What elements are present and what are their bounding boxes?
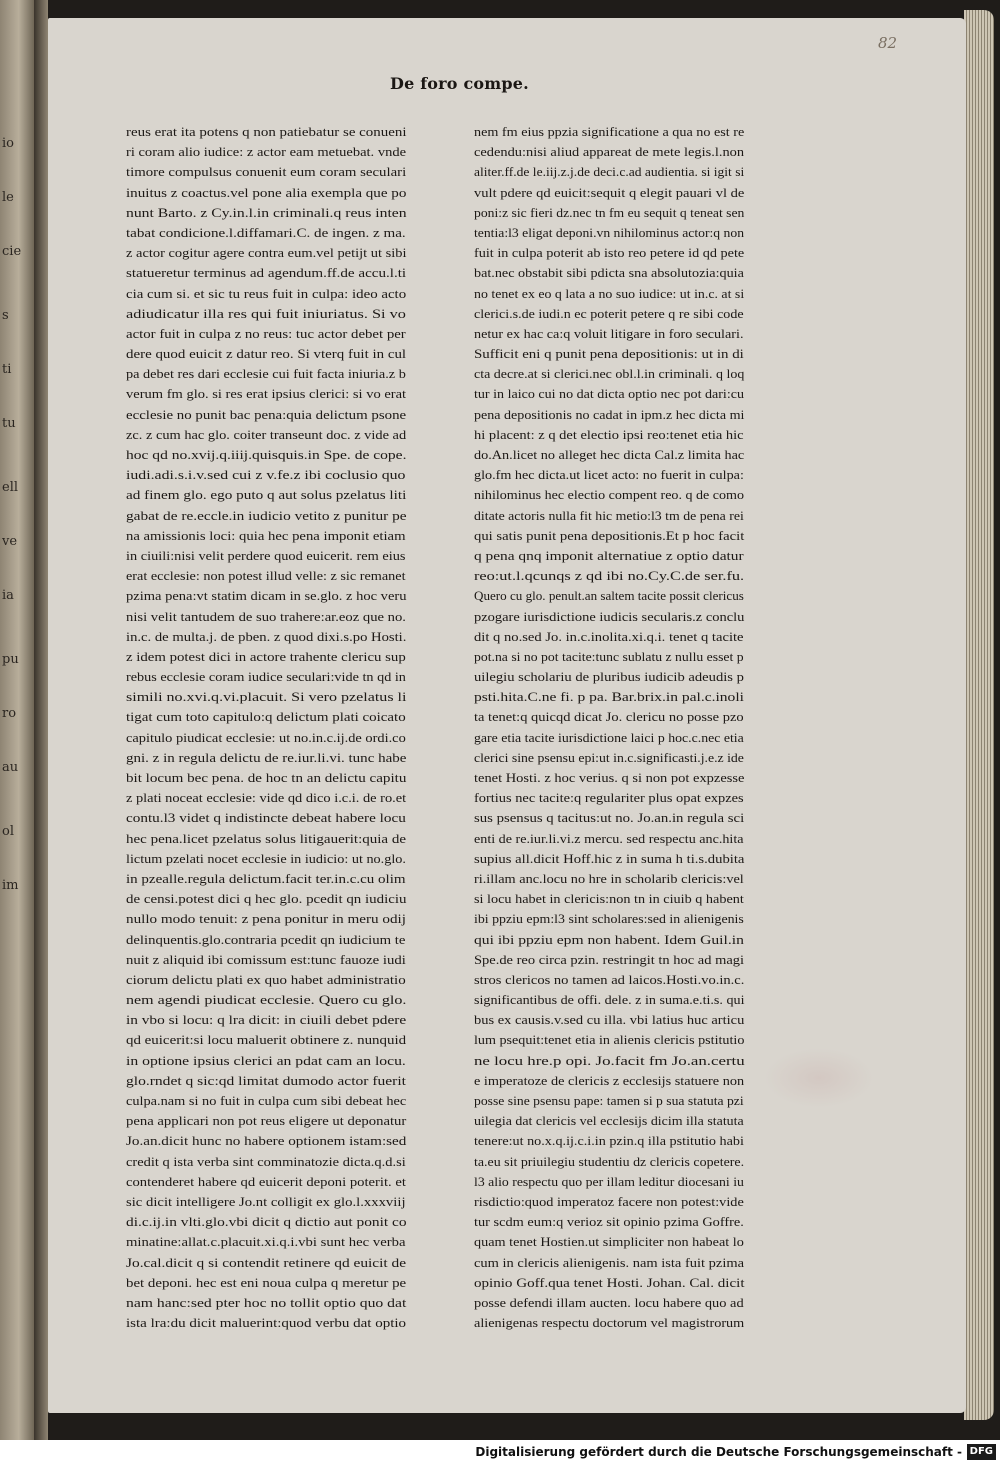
text-line: in pzealle.regula delictum.facit ter.in.c.cu olim bbox=[126, 871, 406, 886]
text-line: sus psensus q tacitus:ut no. Jo.an.in regula sci bbox=[474, 811, 745, 826]
text-line: culpa.nam si no fuit in culpa cum sibi debeat hec bbox=[126, 1094, 407, 1108]
text-line: qd euicerit:si locu maluerit obtinere z. nunquid bbox=[126, 1033, 407, 1048]
text-line: rebus ecclesie coram iudice seculari:vide tn qd in bbox=[126, 670, 406, 685]
text-line: posse sine psensu pape: tamen si p sua statuta pzi bbox=[474, 1094, 744, 1108]
text-line: lictum pzelati nocet ecclesie in iudicio: ut no.glo. bbox=[126, 851, 406, 866]
text-line: ta.eu sit priuilegiu studentiu dz clericis copetere. bbox=[474, 1154, 745, 1169]
text-line: gabat de re.eccle.in iudicio vetito z punitur pe bbox=[126, 508, 407, 523]
text-line: sic dicit intelligere Jo.nt colligit ex glo.l.xxxviij bbox=[126, 1194, 406, 1209]
text-line: glo.fm hec dicta.ut licet acto: no fuerit in culpa: bbox=[474, 468, 744, 483]
text-line: reus erat ita potens q non patiebatur se conueni bbox=[126, 125, 407, 139]
text-line: Jo.cal.dicit q si contendit retinere qd euicit de bbox=[126, 1255, 407, 1270]
facing-page-fragment: ol bbox=[2, 824, 14, 839]
text-line: nihilominus hec electio compent reo. q de como bbox=[474, 488, 745, 503]
text-line: supius all.dicit Hoff.hic z in suma h ti.s.dubita bbox=[474, 851, 745, 866]
text-line: uilegiu scholariu de pluribus iudicib adeudis p bbox=[474, 670, 744, 685]
facing-page-fragment: s bbox=[2, 308, 9, 323]
text-line: contu.l3 videt q indistincte debeat habere locu bbox=[126, 811, 406, 826]
text-line: risdictio:quod imperatoz facere non potest:vide bbox=[474, 1194, 744, 1209]
text-line: ditate actoris nulla fit hic metio:l3 tm de pena rei bbox=[474, 508, 744, 523]
folio-number: 82 bbox=[878, 34, 898, 52]
text-line: hec pena.licet pzelatus solus litigauerit:quia de bbox=[126, 831, 407, 846]
text-line: glo.rndet q sic:qd limitat dumodo actor fuerit bbox=[126, 1073, 406, 1088]
text-line: actor fuit in culpa z no reus: tuc actor debet per bbox=[126, 326, 406, 341]
text-line: tabat condicione.l.diffamari.C. de ingen. z ma. bbox=[126, 225, 406, 240]
text-line: nem fm eius ppzia significatione a qua no est re bbox=[474, 125, 745, 139]
text-line: ibi ppziu epm:l3 sint scholares:sed in alienigenis bbox=[474, 912, 744, 927]
text-line: minatine:allat.c.placuit.xi.q.i.vbi sunt hec verba bbox=[126, 1235, 406, 1250]
text-line: simili no.xvi.q.vi.placuit. Si vero pzelatus li bbox=[126, 690, 407, 705]
text-line: hi placent: z q det electio ipsi reo:tenet etia hic bbox=[474, 427, 744, 442]
facing-page-fragment: ia bbox=[2, 588, 14, 603]
text-line: ta tenet:q quicqd dicat Jo. clericu no posse pzo bbox=[474, 710, 744, 725]
dfg-logo: DFG bbox=[967, 1444, 996, 1460]
text-line: verum fm glo. si res erat ipsius clerici: si vo erat bbox=[126, 387, 407, 402]
text-line: cum in clericis alienigenis. nam ista fuit pzima bbox=[474, 1255, 745, 1270]
facing-page-fragment: au bbox=[2, 760, 19, 775]
text-line: capitulo piudicat ecclesie: ut no.in.c.ij.de ordi.co bbox=[126, 730, 406, 745]
text-line: zc. z cum hac glo. coiter transeunt doc. z vide ad bbox=[126, 427, 407, 442]
text-line: ciorum delictu plati ex quo habet administratio bbox=[126, 972, 406, 987]
text-line: ri coram alio iudice: z actor eam metuebat. vnde bbox=[126, 145, 407, 160]
text-line: adiudicatur illa res qui fuit iniuriatus. Si vo bbox=[126, 306, 406, 321]
text-line: fortius nec tacite:q regulariter plus opat expzes bbox=[474, 791, 744, 806]
text-line: qui ibi ppziu epm non habent. Idem Guil.in bbox=[474, 932, 744, 947]
text-line: pena depositionis no cadat in ipm.z hec dicta mi bbox=[474, 407, 745, 422]
text-line: pzogare iurisdictione iudicis secularis.z conclu bbox=[474, 609, 745, 624]
text-line: aliter.ff.de le.iij.z.j.de deci.c.ad audientia. si igit si bbox=[474, 165, 745, 180]
text-line: psti.hita.C.ne fi. p pa. Bar.brix.in pal.c.inoli bbox=[474, 690, 744, 705]
text-line: tigat cum toto capitulo:q delictum plati coicato bbox=[126, 710, 406, 725]
text-line: do.An.licet no alleget hec dicta Cal.z limita hac bbox=[474, 448, 745, 462]
page-stack-edge bbox=[964, 10, 994, 1420]
text-line: alienigenas respectu doctorum vel magistrorum bbox=[474, 1316, 745, 1331]
facing-page-fragment: ell bbox=[2, 480, 19, 495]
text-line: credit q ista verba sint comminatozie dicta.q.d.si bbox=[126, 1154, 406, 1169]
funding-credit: Digitalisierung gefördert durch die Deutsche Forschungsgemeinschaft - bbox=[475, 1445, 962, 1459]
text-line: gni. z in regula delictu de re.iur.li.vi. tunc habe bbox=[126, 750, 407, 765]
text-line: bit locum bec pena. de hoc tn an delictu capitu bbox=[126, 771, 407, 785]
running-head: De foro compe. bbox=[390, 74, 529, 93]
text-line: in ciuili:nisi velit perdere quod euicerit. rem eius bbox=[126, 548, 406, 563]
text-line: l3 alio respectu quo per illam leditur diocesani iu bbox=[474, 1174, 744, 1189]
text-line: Spe.de reo circa pzin. restringit tn hoc ad magi bbox=[474, 952, 745, 967]
facing-page-fragment: im bbox=[2, 878, 19, 893]
text-line: uilegia dat clericis vel ecclesijs dicim illa statuta bbox=[474, 1114, 744, 1129]
text-line: in.c. de multa.j. de pben. z quod dixi.s.po Hosti. bbox=[126, 629, 407, 644]
text-line: timore compulsus conuenit eum coram seculari bbox=[126, 165, 407, 180]
text-line: opinio Goff.qua tenet Hosti. Johan. Cal. dicit bbox=[474, 1275, 745, 1290]
text-line: tenere:ut no.x.q.ij.c.i.in pzin.q illa pstitutio habi bbox=[474, 1134, 744, 1149]
text-line: ne locu hre.p opi. Jo.facit fm Jo.an.certu bbox=[474, 1053, 745, 1068]
text-line: pot.na si no pot tacite:tunc sublatu z nullu esset p bbox=[474, 649, 744, 664]
text-line: tenet Hosti. z hoc verius. q si non pot expzesse bbox=[474, 771, 745, 785]
facing-page-fragment: io bbox=[2, 136, 14, 151]
text-line: posse defendi illam aucten. locu habere quo ad bbox=[474, 1295, 744, 1310]
facing-page-fragment: ti bbox=[2, 362, 12, 377]
text-line: di.c.ij.in vlti.glo.vbi dicit q dictio aut ponit co bbox=[126, 1215, 407, 1230]
text-line: in optione ipsius clerici an pdat cam an locu. bbox=[126, 1053, 406, 1068]
text-line: quam tenet Hostien.ut simpliciter non habeat lo bbox=[474, 1235, 744, 1250]
text-line: in vbo si locu: q lra dicit: in ciuili debet pdere bbox=[126, 1013, 407, 1028]
text-line: significantibus de offi. dele. z in suma.e.ti.s. qui bbox=[474, 993, 745, 1008]
text-line: pa debet res dari ecclesie cui fuit facta iniuria.z b bbox=[126, 367, 406, 382]
facing-page-edge bbox=[0, 0, 34, 1440]
facing-page-fragment: tu bbox=[2, 416, 16, 431]
text-line: vult pdere qd euicit:sequit q elegit pauari vl de bbox=[474, 185, 745, 200]
text-line: nem agendi piudicat ecclesie. Quero cu glo. bbox=[126, 993, 407, 1008]
text-line: de censi.potest dici q hec glo. pcedit qn iudiciu bbox=[126, 892, 407, 907]
facing-page-fragment: ve bbox=[2, 534, 18, 549]
text-line: fuit in culpa poterit ab isto reo petere id qd pete bbox=[474, 246, 745, 261]
text-line: Sufficit eni q punit pena depositionis: ut in di bbox=[474, 347, 744, 362]
text-line: si locu habet in clericis:non tn in ciuib q habent bbox=[474, 892, 744, 907]
text-line: ri.illam anc.locu no hre in scholarib clericis:vel bbox=[474, 871, 744, 886]
text-line: pena applicari non pot reus eligere ut deponatur bbox=[126, 1114, 407, 1129]
text-line: dit q no.sed Jo. in.c.inolita.xi.q.i. tenet q tacite bbox=[474, 629, 744, 644]
text-line: z idem potest dici in actore trahente clericu sup bbox=[126, 649, 406, 664]
facing-page-text-fragments bbox=[2, 90, 30, 1170]
text-line: no tenet ex eo q lata a no suo iudice: ut in.c. at si bbox=[474, 286, 745, 301]
text-line: nam hanc:sed pter hoc no tollit optio quo dat bbox=[126, 1295, 407, 1310]
text-line: contenderet habere qd euicerit deponi poterit. et bbox=[126, 1174, 406, 1189]
text-line: Jo.an.dicit hunc no habere optionem istam:sed bbox=[126, 1134, 407, 1149]
text-line: clerici.s.de iudi.n ec poterit petere q re sibi code bbox=[474, 306, 744, 321]
text-line: ecclesie no punit bac pena:quia delictum psone bbox=[126, 407, 407, 422]
text-line: stros clericos no tamen ad laicos.Hosti.vo.in.c. bbox=[474, 972, 745, 987]
text-line: ad finem glo. ego puto q aut solus pzelatus liti bbox=[126, 488, 407, 503]
text-line: inuitus z coactus.vel pone alia exempla que po bbox=[126, 185, 407, 200]
book-gutter bbox=[34, 0, 48, 1440]
text-line: erat ecclesie: non potest illud velle: z sic remanet bbox=[126, 569, 406, 584]
text-line: qui satis punit pena depositionis.Et p hoc facit bbox=[474, 528, 745, 543]
text-line: z plati noceat ecclesie: vide qd dico i.c.i. de ro.et bbox=[126, 791, 407, 806]
text-line: delinquentis.glo.contraria pcedit qn iudicium te bbox=[126, 932, 406, 947]
facing-page-fragment: ro bbox=[2, 706, 17, 721]
text-line: tur in laico cui no dat dicta optio nec pot dari:cu bbox=[474, 387, 745, 402]
text-line: pzima pena:vt statim dicam in se.glo. z hoc veru bbox=[126, 589, 407, 604]
text-line: nisi velit tantudem de suo trahere:ar.eoz que no. bbox=[126, 609, 406, 624]
text-line: lum psequit:tenet etia in alienis clericis pstitutio bbox=[474, 1033, 745, 1048]
text-line: dere quod euicit z datur reo. Si vterq fuit in cul bbox=[126, 347, 407, 362]
text-line: clerici sine psensu epi:ut in.c.significasti.j.e.z ide bbox=[474, 750, 744, 765]
text-line: bat.nec obstabit sibi pdicta sna absolutozia:quia bbox=[474, 266, 744, 281]
text-line: q pena qnq imponit alternatiue z optio datur bbox=[474, 548, 744, 563]
text-line: e imperatoze de clericis z ecclesijs statuere non bbox=[474, 1073, 745, 1088]
text-line: ista lra:du dicit maluerint:quod verbu dat optio bbox=[126, 1316, 407, 1331]
text-line: na amissionis loci: quia hec pena imponit etiam bbox=[126, 528, 406, 543]
text-line: poni:z sic fieri dz.nec tn fm eu sequit q teneat sen bbox=[474, 205, 745, 220]
facing-page-fragment: pu bbox=[2, 652, 19, 667]
text-line: tur scdm eum:q verioz sit opinio pzima Goffre. bbox=[474, 1215, 744, 1230]
text-line: cta decre.at si clerici.nec obl.l.in criminali. q loq bbox=[474, 367, 745, 382]
text-line: tentia:l3 eligat deponi.vn nihilominus actor:q non bbox=[474, 225, 745, 240]
facing-page-fragment: le bbox=[2, 190, 14, 205]
text-line: netur ex hac ca:q voluit litigare in foro seculari. bbox=[474, 326, 744, 341]
text-line: nullo modo tenuit: z pena ponitur in meru odij bbox=[126, 912, 406, 927]
footer-bar bbox=[0, 1440, 1000, 1466]
text-line: statueretur terminus ad agendum.ff.de accu.l.ti bbox=[126, 266, 407, 281]
text-line: nuit z aliquid ibi comissum est:tunc fauoze iudi bbox=[126, 952, 406, 967]
text-line: iudi.adi.s.i.v.sed cui z v.fe.z ibi coclusio quo bbox=[126, 468, 406, 483]
text-line: gare etia tacite iurisdictione laici p hoc.c.nec etia bbox=[474, 730, 744, 745]
text-line: hoc qd no.xvij.q.iiij.quisquis.in Spe. de cope. bbox=[126, 448, 407, 462]
text-line: reo:ut.l.qcunqs z qd ibi no.Cy.C.de ser.fu. bbox=[474, 569, 745, 584]
text-column-left bbox=[126, 122, 407, 1331]
text-line: Quero cu glo. penult.an saltem tacite possit clericus bbox=[474, 589, 744, 604]
text-line: bet deponi. hec est eni noua culpa q meretur pe bbox=[126, 1275, 407, 1290]
text-line: cia cum si. et sic tu reus fuit in culpa: ideo acto bbox=[126, 286, 407, 301]
text-column-right bbox=[474, 122, 745, 1331]
text-line: z actor cogitur agere contra eum.vel petijt ut sibi bbox=[126, 246, 407, 261]
text-line: bus ex causis.v.sed cu illa. vbi latius huc articu bbox=[474, 1013, 745, 1028]
text-line: enti de re.iur.li.vi.z mercu. sed respectu anc.hita bbox=[474, 831, 744, 846]
text-line: cedendu:nisi aliud appareat de mete legis.l.non bbox=[474, 145, 745, 160]
facing-page-fragment: cie bbox=[2, 244, 22, 259]
text-line: nunt Barto. z Cy.in.l.in criminali.q reus inten bbox=[126, 205, 407, 220]
